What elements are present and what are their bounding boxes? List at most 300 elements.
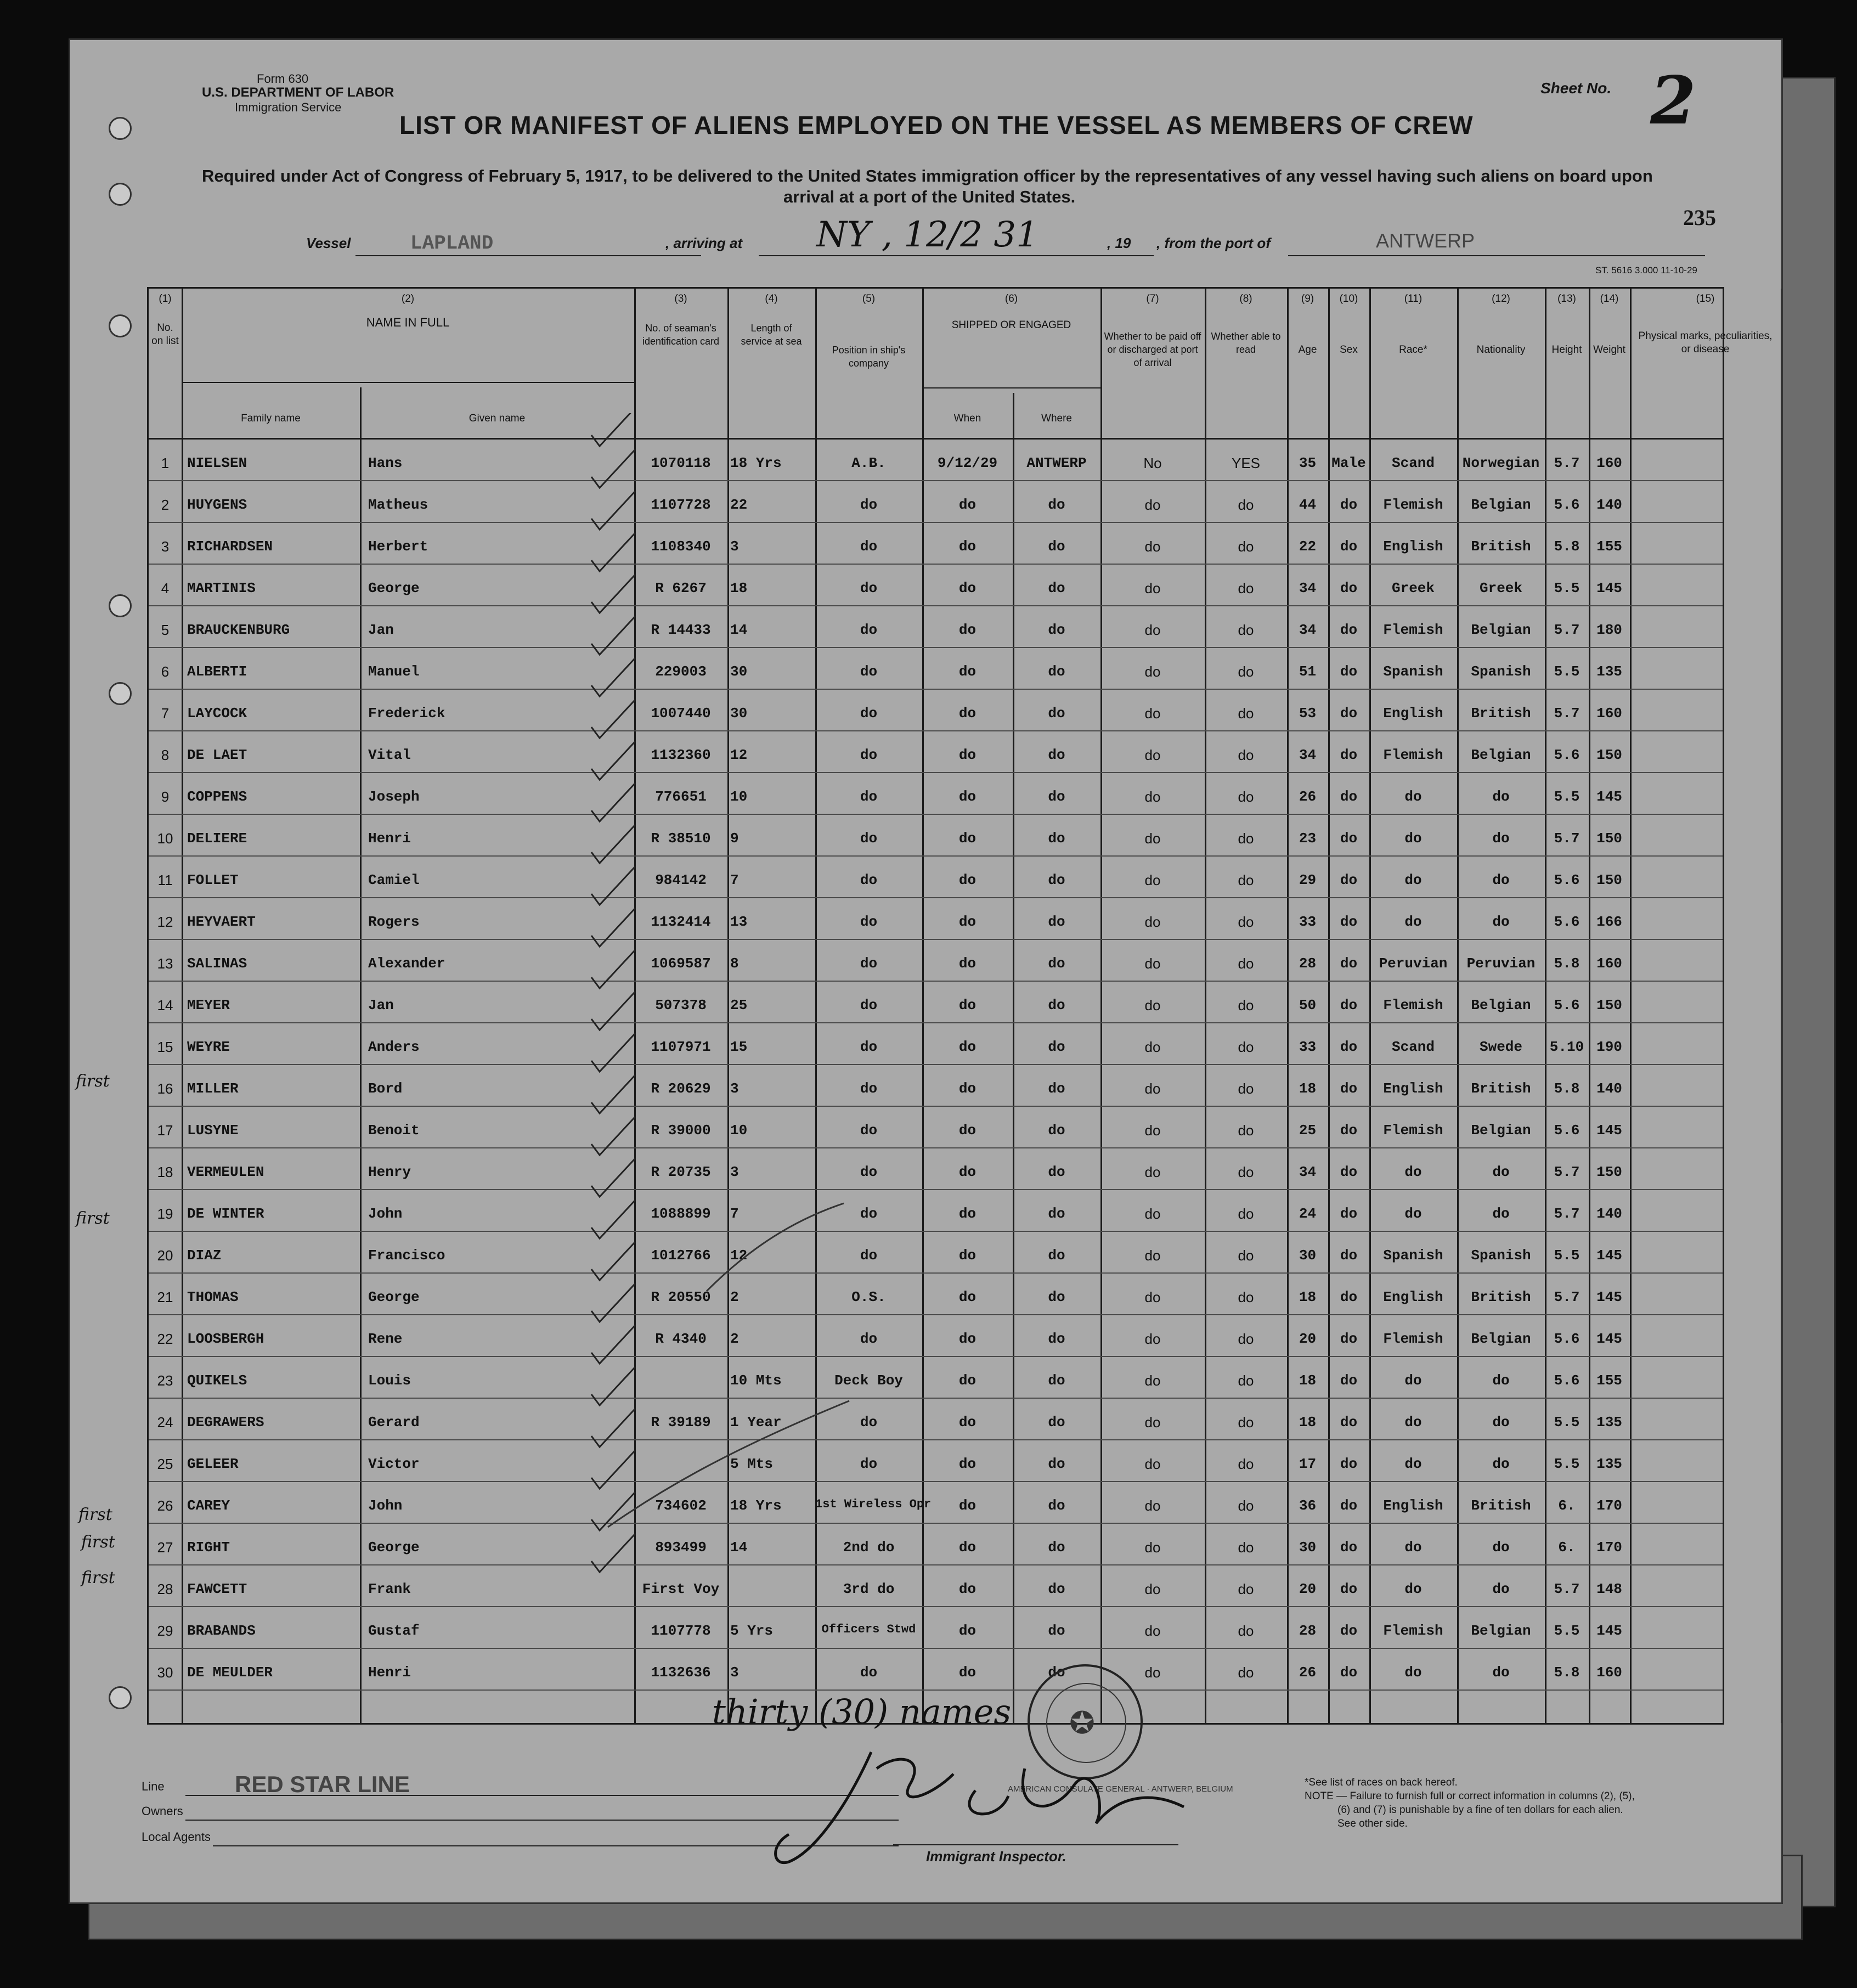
shipped-where: ANTWERP	[1026, 455, 1087, 471]
row-number: 15	[157, 1039, 173, 1055]
row-number: 9	[161, 789, 170, 805]
nationality: do	[1492, 1456, 1510, 1472]
shipped-where: do	[1048, 1164, 1065, 1180]
sex: do	[1340, 872, 1358, 888]
nationality: Belgian	[1471, 1331, 1531, 1347]
family-name: RICHARDSEN	[187, 538, 273, 555]
paid-off: do	[1144, 1122, 1161, 1139]
table-row	[149, 1565, 1723, 1607]
service-length: 13	[730, 914, 748, 930]
position: do	[860, 622, 878, 638]
height: 5.5	[1554, 580, 1580, 596]
sex: do	[1340, 1623, 1358, 1639]
row-number: 10	[157, 830, 173, 847]
col-head-no: No. on list	[151, 322, 179, 347]
id-card: 1088899	[651, 1206, 711, 1222]
service-length: 2	[730, 1331, 739, 1347]
sex: do	[1340, 997, 1358, 1013]
table-row	[149, 1107, 1723, 1148]
age: 36	[1299, 1497, 1317, 1514]
shipped-where: do	[1048, 1623, 1065, 1639]
inspector-label: Immigrant Inspector.	[926, 1848, 1066, 1865]
shipped-where: do	[1048, 955, 1065, 972]
able-to-read: do	[1238, 1331, 1254, 1347]
height: 5.5	[1554, 1623, 1580, 1639]
family-name: DE MEULDER	[187, 1664, 273, 1681]
weight: 160	[1596, 455, 1622, 471]
race: Peruvian	[1379, 955, 1448, 972]
margin-note: first	[81, 1533, 115, 1552]
nationality: do	[1492, 1581, 1510, 1597]
race: do	[1404, 872, 1422, 888]
col-num-10: (10)	[1339, 293, 1358, 305]
position: do	[860, 1664, 878, 1681]
race: do	[1404, 789, 1422, 805]
given-name: Louis	[368, 1372, 411, 1389]
nationality: do	[1492, 1414, 1510, 1431]
sex: do	[1340, 1247, 1358, 1264]
table-row	[149, 1440, 1723, 1482]
arriving-label: , arriving at	[665, 235, 743, 251]
race: do	[1404, 1456, 1422, 1472]
margin-note: first	[76, 1072, 110, 1091]
shipped-where: do	[1048, 1122, 1065, 1139]
col-head-where: Where	[1041, 413, 1072, 424]
able-to-read: do	[1238, 1623, 1254, 1639]
col-head-id: No. of seaman's identification card	[642, 323, 720, 347]
row-number: 30	[157, 1664, 173, 1681]
col-head-height: Height	[1551, 344, 1582, 356]
shipped-where: do	[1048, 1539, 1065, 1556]
weight: 140	[1596, 497, 1622, 513]
age: 24	[1299, 1206, 1317, 1222]
service-length: 2	[730, 1289, 739, 1305]
shipped-where: do	[1048, 1247, 1065, 1264]
age: 34	[1299, 622, 1317, 638]
department: U.S. DEPARTMENT OF LABOR	[202, 85, 394, 100]
given-name: Manuel	[368, 663, 420, 680]
col-num-8: (8)	[1239, 293, 1252, 305]
shipped-when: do	[958, 1456, 977, 1472]
age: 18	[1299, 1372, 1317, 1389]
nationality: Swede	[1479, 1039, 1522, 1055]
family-name: FAWCETT	[187, 1581, 247, 1597]
id-card: 1108340	[651, 538, 711, 555]
col-head-weight: Weight	[1593, 344, 1625, 356]
sex: do	[1340, 538, 1358, 555]
paid-off: do	[1144, 705, 1161, 722]
col-head-shipped: SHIPPED OR ENGAGED	[951, 319, 1071, 331]
race: Flemish	[1383, 1331, 1443, 1347]
weight: 145	[1596, 1122, 1622, 1139]
col-num-2: (2)	[401, 293, 415, 305]
able-to-read: do	[1238, 747, 1254, 763]
print-code: ST. 5616 3.000 11-10-29	[1595, 265, 1697, 275]
row-number: 1	[161, 455, 170, 471]
row-number: 27	[157, 1539, 173, 1556]
id-card: 984142	[655, 872, 707, 888]
able-to-read: do	[1238, 1581, 1254, 1597]
row-number: 20	[157, 1247, 173, 1264]
height: 5.7	[1554, 1164, 1580, 1180]
weight: 150	[1596, 997, 1622, 1013]
sex: do	[1340, 1456, 1358, 1472]
race: English	[1383, 1497, 1443, 1514]
shipped-when: do	[958, 663, 977, 680]
id-card: 507378	[655, 997, 707, 1013]
shipped-when: do	[958, 580, 977, 596]
shipped-when: do	[958, 955, 977, 972]
row-number: 7	[161, 705, 170, 722]
race: do	[1404, 1539, 1422, 1556]
row-number: 8	[161, 747, 170, 763]
service-length: 10 Mts	[730, 1372, 782, 1389]
sex: do	[1340, 1039, 1358, 1055]
table-row	[149, 982, 1723, 1023]
sex: do	[1340, 1080, 1358, 1097]
able-to-read: do	[1238, 1039, 1254, 1055]
age: 18	[1299, 1080, 1317, 1097]
table-row	[149, 1524, 1723, 1565]
age: 33	[1299, 914, 1317, 930]
table-row	[149, 731, 1723, 773]
paid-off: do	[1144, 1331, 1161, 1347]
height: 5.6	[1554, 497, 1580, 513]
table-row	[149, 1023, 1723, 1065]
weight: 145	[1596, 789, 1622, 805]
table-row	[149, 857, 1723, 898]
family-name: DIAZ	[187, 1247, 222, 1264]
family-name: DE WINTER	[187, 1206, 264, 1222]
family-name: DE LAET	[187, 747, 247, 763]
age: 17	[1299, 1456, 1317, 1472]
family-name: NIELSEN	[187, 455, 247, 471]
shipped-when: do	[958, 914, 977, 930]
col-num-4: (4)	[765, 293, 778, 305]
id-card: 1107778	[651, 1623, 711, 1639]
nationality: British	[1471, 1289, 1531, 1305]
service-length: 5 Yrs	[730, 1623, 774, 1639]
height: 5.7	[1554, 1206, 1580, 1222]
family-name: HEYVAERT	[187, 914, 256, 930]
position: do	[860, 1331, 878, 1347]
age: 34	[1299, 580, 1317, 596]
punch-hole	[109, 594, 132, 617]
height: 5.8	[1554, 1080, 1580, 1097]
given-name: Frank	[368, 1581, 411, 1597]
row-number: 18	[157, 1164, 173, 1180]
punch-hole	[109, 682, 132, 705]
service-length: 18 Yrs	[730, 455, 782, 471]
table-row	[149, 606, 1723, 648]
id-card: 1132636	[651, 1664, 711, 1681]
paid-off: do	[1144, 580, 1161, 596]
table-row	[149, 1607, 1723, 1649]
shipped-when: do	[958, 747, 977, 763]
service-length: 12	[730, 1247, 748, 1264]
able-to-read: do	[1238, 497, 1254, 513]
col-num-3: (3)	[674, 293, 687, 305]
height: 6.	[1558, 1539, 1576, 1556]
nationality: British	[1471, 705, 1531, 722]
paid-off: do	[1144, 1581, 1161, 1597]
shipped-where: do	[1048, 1206, 1065, 1222]
shipped-when: do	[958, 622, 977, 638]
sex: do	[1340, 1539, 1358, 1556]
service-length: 25	[730, 997, 748, 1013]
table-row	[149, 815, 1723, 857]
race: Flemish	[1383, 1623, 1443, 1639]
height: 5.6	[1554, 747, 1580, 763]
height: 5.5	[1554, 1414, 1580, 1431]
shipped-when: do	[958, 1331, 977, 1347]
height: 5.7	[1554, 622, 1580, 638]
able-to-read: do	[1238, 1247, 1254, 1264]
height: 5.6	[1554, 1372, 1580, 1389]
seal-eagle-icon: ✪	[1069, 1705, 1095, 1740]
nationality: Belgian	[1471, 997, 1531, 1013]
id-card: 1107971	[651, 1039, 711, 1055]
able-to-read: do	[1238, 872, 1254, 888]
shipped-where: do	[1048, 1456, 1065, 1472]
able-to-read: YES	[1231, 455, 1261, 471]
paid-off: do	[1144, 789, 1161, 805]
height: 5.8	[1554, 538, 1580, 555]
age: 20	[1299, 1581, 1317, 1597]
weight: 140	[1596, 1206, 1622, 1222]
race: Spanish	[1383, 663, 1443, 680]
height: 5.6	[1554, 1331, 1580, 1347]
able-to-read: do	[1238, 538, 1254, 555]
row-number: 24	[157, 1414, 173, 1431]
nationality: British	[1471, 538, 1531, 555]
manifest-page	[69, 38, 1783, 1904]
nationality: do	[1492, 789, 1510, 805]
shipped-where: do	[1048, 1289, 1065, 1305]
position: do	[860, 872, 878, 888]
position: do	[860, 1206, 878, 1222]
punch-hole	[109, 117, 132, 140]
paid-off: do	[1144, 830, 1161, 847]
shipped-where: do	[1048, 1497, 1065, 1514]
position: do	[860, 1039, 878, 1055]
col-head-given: Given name	[469, 413, 526, 424]
height: 5.7	[1554, 830, 1580, 847]
shipped-when: do	[958, 1247, 977, 1264]
row-number: 13	[157, 955, 173, 972]
row-number: 28	[157, 1581, 173, 1597]
paid-off: do	[1144, 1164, 1161, 1180]
race: do	[1404, 830, 1422, 847]
agents-label: Local Agents	[142, 1830, 211, 1844]
family-name: BRABANDS	[187, 1623, 256, 1639]
able-to-read: do	[1238, 1164, 1254, 1180]
position: Officers Stwd	[821, 1623, 916, 1636]
service-length: 9	[730, 830, 739, 847]
shipped-where: do	[1048, 538, 1065, 555]
shipped-when: do	[958, 1289, 977, 1305]
position: 2nd do	[843, 1539, 895, 1556]
table-row	[149, 1315, 1723, 1357]
nationality: British	[1471, 1080, 1531, 1097]
shipped-where: do	[1048, 663, 1065, 680]
able-to-read: do	[1238, 997, 1254, 1013]
race: do	[1404, 1206, 1422, 1222]
table-row	[149, 690, 1723, 731]
shipped-where: do	[1048, 580, 1065, 596]
able-to-read: do	[1238, 1664, 1254, 1681]
row-number: 6	[161, 663, 170, 680]
note-fine-2: (6) and (7) is punishable by a fine of ten dollars for each alien.	[1337, 1804, 1623, 1816]
id-card: R 20735	[651, 1164, 711, 1180]
paid-off: do	[1144, 622, 1161, 638]
paid-off: do	[1144, 1456, 1161, 1472]
given-name: Henry	[368, 1164, 411, 1180]
service-length: 3	[730, 1080, 739, 1097]
weight: 150	[1596, 830, 1622, 847]
weight: 145	[1596, 1289, 1622, 1305]
height: 5.8	[1554, 1664, 1580, 1681]
col-num-5: (5)	[862, 293, 876, 305]
family-name: WEYRE	[187, 1039, 230, 1055]
family-name: RIGHT	[187, 1539, 230, 1556]
age: 25	[1299, 1122, 1317, 1139]
shipped-when: do	[958, 1623, 977, 1639]
age: 22	[1299, 538, 1317, 555]
able-to-read: do	[1238, 1289, 1254, 1305]
nationality: do	[1492, 1372, 1510, 1389]
col-head-paid: Whether to be paid off or discharged at port of arrival	[1104, 331, 1201, 368]
shipped-where: do	[1048, 1664, 1065, 1681]
sex: do	[1340, 1331, 1358, 1347]
shipped-when: do	[958, 997, 977, 1013]
table-row	[149, 1148, 1723, 1190]
able-to-read: do	[1238, 1456, 1254, 1472]
sex: do	[1340, 789, 1358, 805]
col-head-when: When	[953, 413, 981, 424]
given-name: Hans	[368, 455, 403, 471]
weight: 145	[1596, 580, 1622, 596]
table-row	[149, 773, 1723, 815]
race: Flemish	[1383, 622, 1443, 638]
row-number: 4	[161, 580, 170, 596]
given-name: John	[368, 1497, 403, 1514]
able-to-read: do	[1238, 1497, 1254, 1514]
family-name: ALBERTI	[187, 663, 247, 680]
race: Scand	[1391, 455, 1435, 471]
shipped-when: do	[958, 1080, 977, 1097]
position: do	[860, 1164, 878, 1180]
col-head-position: Position in ship's company	[832, 345, 906, 369]
paid-off: do	[1144, 1206, 1161, 1222]
vessel-label: Vessel	[306, 235, 351, 251]
age: 30	[1299, 1247, 1317, 1264]
age: 51	[1299, 663, 1317, 680]
family-name: LAYCOCK	[187, 705, 247, 722]
id-card: 734602	[655, 1497, 707, 1514]
family-name: COPPENS	[187, 789, 247, 805]
nationality: Spanish	[1471, 1247, 1531, 1264]
paid-off: do	[1144, 997, 1161, 1013]
shipped-when: do	[958, 1206, 977, 1222]
race: do	[1404, 1581, 1422, 1597]
table-row	[149, 1482, 1723, 1524]
punch-hole	[109, 1686, 132, 1709]
paid-off: do	[1144, 872, 1161, 888]
age: 53	[1299, 705, 1317, 722]
race: do	[1404, 1164, 1422, 1180]
given-name: Herbert	[368, 538, 428, 555]
owners-label: Owners	[142, 1804, 183, 1818]
col-num-11: (11)	[1404, 293, 1423, 305]
given-name: Rogers	[368, 914, 420, 930]
shipped-where: do	[1048, 705, 1065, 722]
service-length: 5 Mts	[730, 1456, 774, 1472]
service-length: 3	[730, 1664, 739, 1681]
paid-off: do	[1144, 1497, 1161, 1514]
service-length: 30	[730, 705, 748, 722]
family-name: GELEER	[187, 1456, 239, 1472]
given-name: Jan	[368, 622, 394, 638]
shipped-where: do	[1048, 1372, 1065, 1389]
sex: do	[1340, 1581, 1358, 1597]
subtitle-line1: Required under Act of Congress of February 5, 1917, to be delivered to the United States immigration officer by the representatives of any vessel having such aliens on board upon	[202, 166, 1653, 185]
sex: do	[1340, 1164, 1358, 1180]
punch-hole	[109, 314, 132, 337]
weight: 160	[1596, 955, 1622, 972]
paid-off: do	[1144, 747, 1161, 763]
height: 5.10	[1549, 1039, 1584, 1055]
able-to-read: do	[1238, 1080, 1254, 1097]
row-number: 17	[157, 1122, 173, 1139]
given-name: George	[368, 580, 420, 596]
service-length: 3	[730, 1164, 739, 1180]
col-head-name: NAME IN FULL	[366, 316, 450, 329]
shipped-where: do	[1048, 1331, 1065, 1347]
id-card: R 20550	[651, 1289, 711, 1305]
sex: do	[1340, 622, 1358, 638]
family-name: DELIERE	[187, 830, 247, 847]
sex: do	[1340, 747, 1358, 763]
able-to-read: do	[1238, 830, 1254, 847]
id-card: R 38510	[651, 830, 711, 847]
shipped-where: do	[1048, 497, 1065, 513]
sex: do	[1340, 830, 1358, 847]
weight: 135	[1596, 1414, 1622, 1431]
shipped-when: do	[958, 538, 977, 555]
sex: do	[1340, 663, 1358, 680]
service-length: 30	[730, 663, 748, 680]
weight: 180	[1596, 622, 1622, 638]
margin-note: first	[76, 1209, 110, 1228]
shipped-where: do	[1048, 1080, 1065, 1097]
subtitle-line2: arrival at a port of the United States.	[783, 187, 1076, 206]
position: Deck Boy	[834, 1372, 903, 1389]
given-name: Henri	[368, 1664, 411, 1681]
col-head-nationality: Nationality	[1476, 344, 1526, 356]
shipped-where: do	[1048, 1039, 1065, 1055]
age: 18	[1299, 1289, 1317, 1305]
position: do	[860, 1122, 878, 1139]
row-number: 2	[161, 497, 170, 513]
margin-note: first	[81, 1568, 115, 1587]
paid-off: do	[1144, 1372, 1161, 1389]
able-to-read: do	[1238, 580, 1254, 596]
col-num-6: (6)	[1004, 293, 1018, 305]
service-length: 14	[730, 1539, 748, 1556]
seal-text: AMERICAN CONSULATE GENERAL · ANTWERP, BELGIUM	[1008, 1784, 1233, 1794]
weight: 170	[1596, 1497, 1622, 1514]
